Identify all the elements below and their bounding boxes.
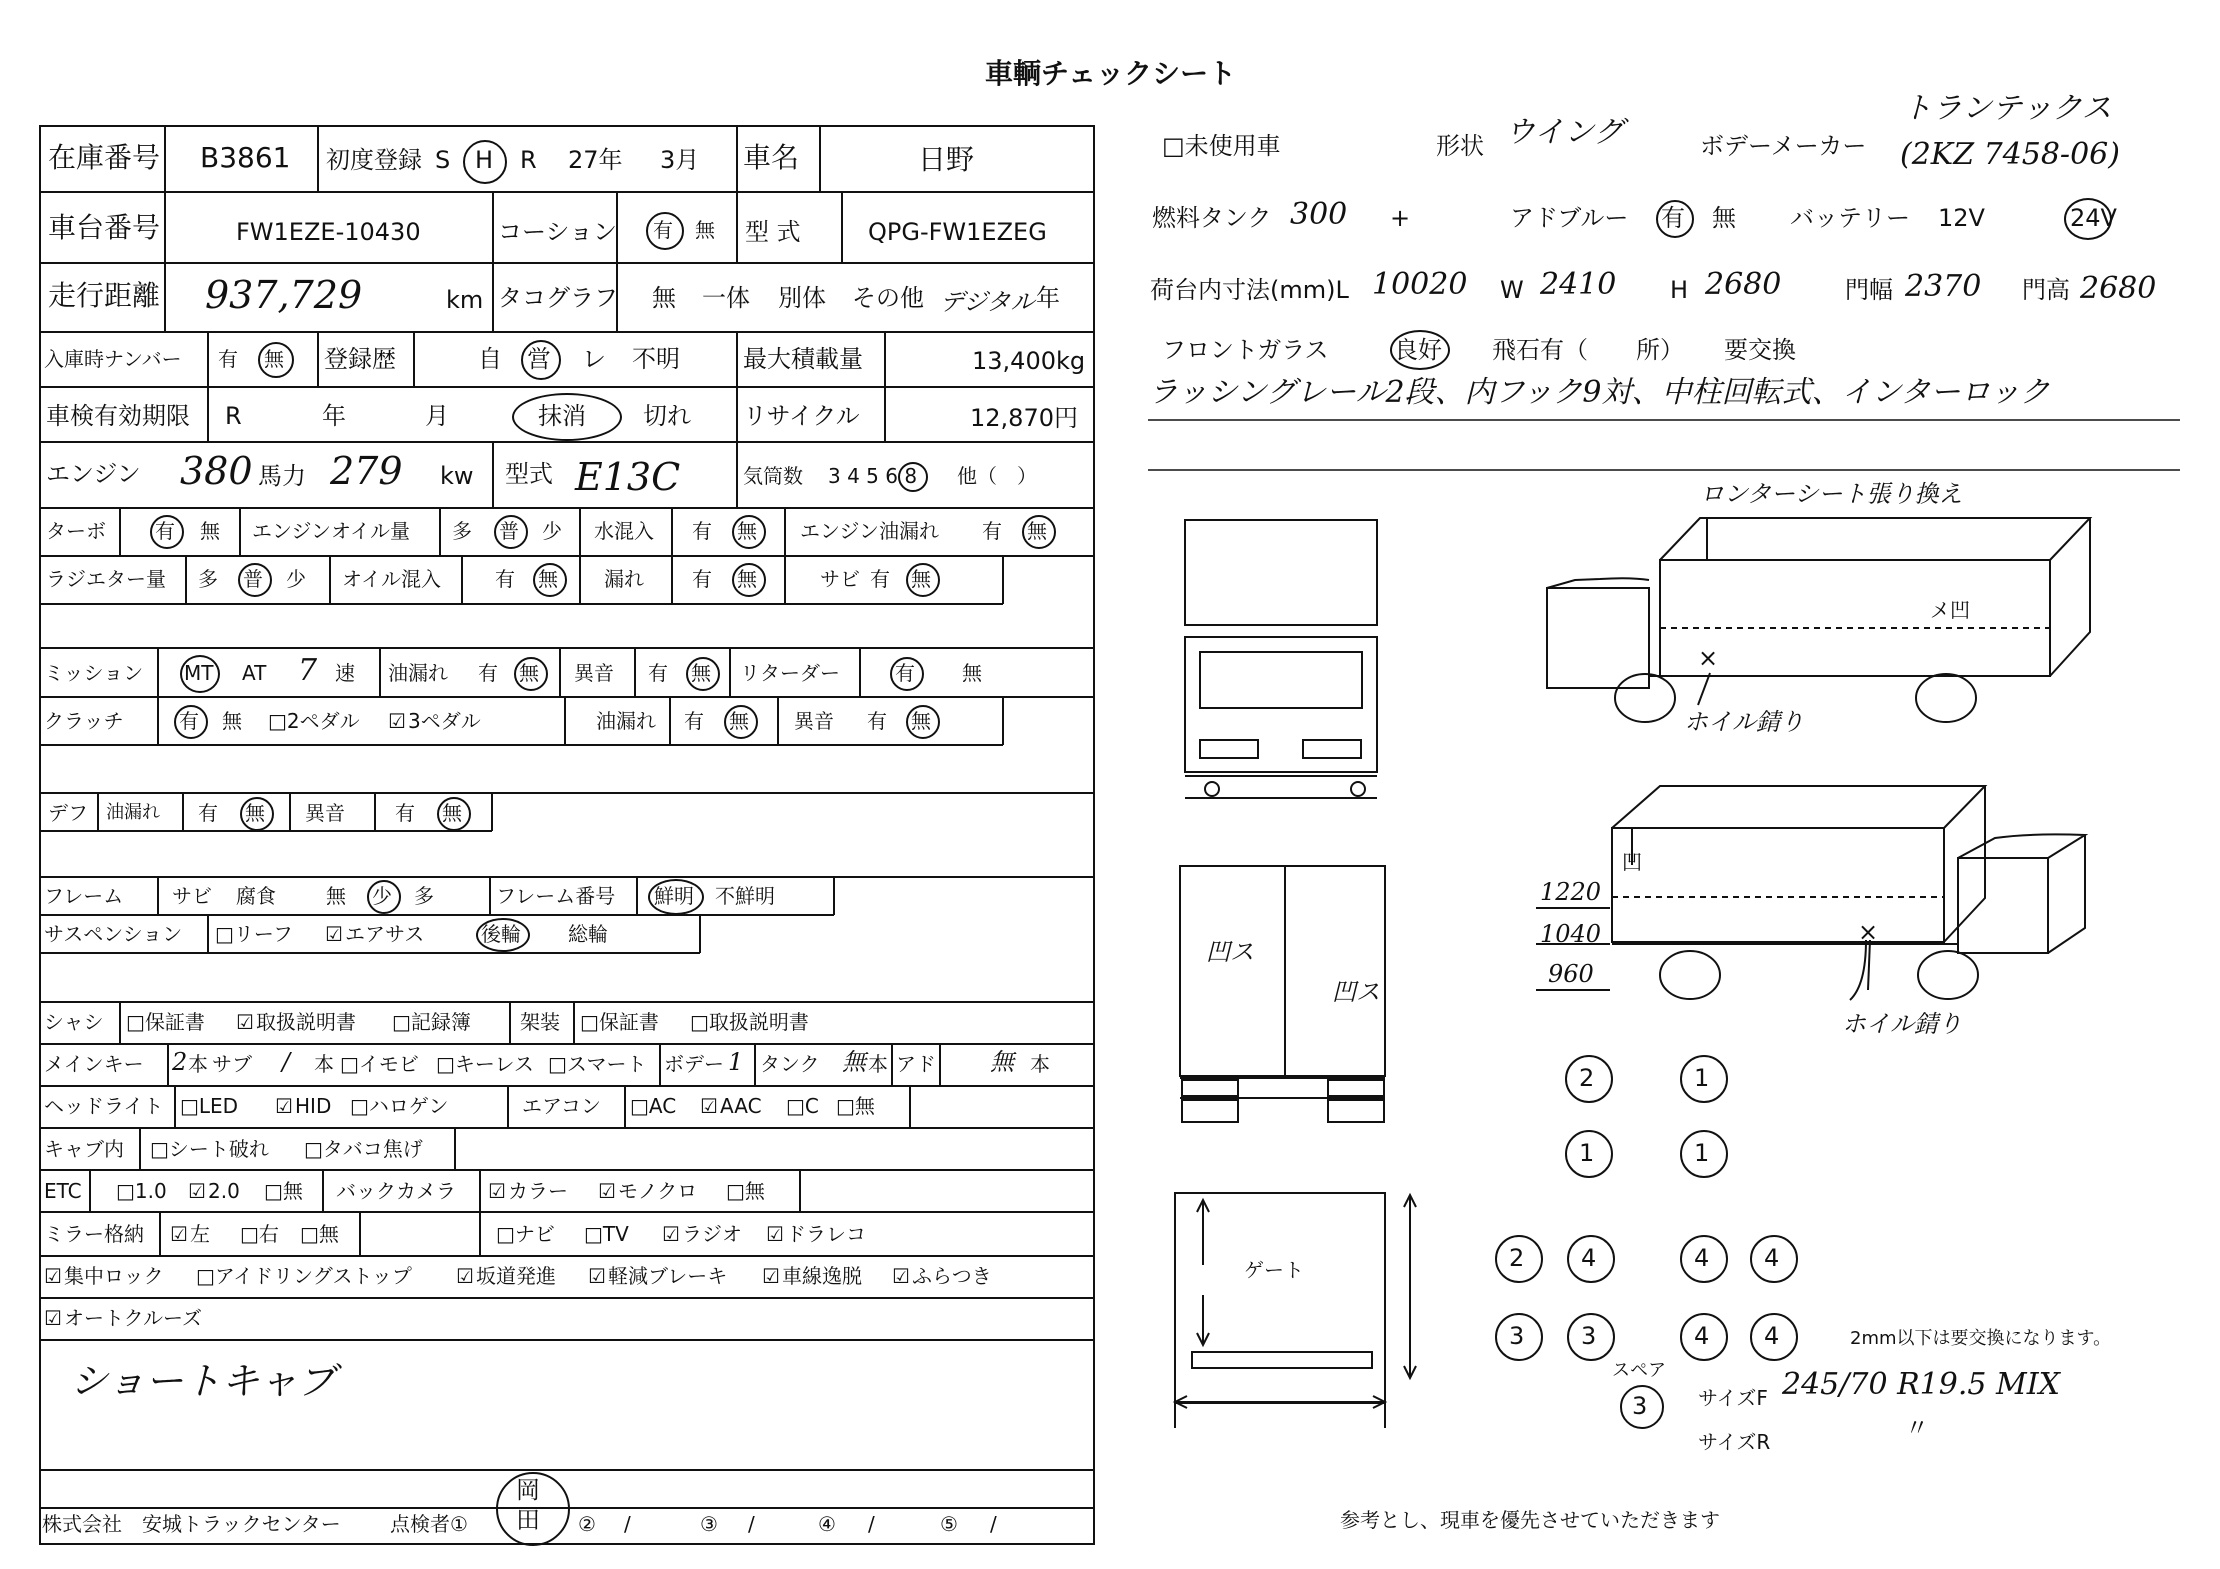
retarder-label: リターダー (740, 661, 840, 685)
engine-label: エンジン (46, 460, 141, 488)
body-warranty: □保証書 (580, 1010, 659, 1034)
water-mix-label: 水混入 (594, 519, 654, 543)
tachograph-none: 無 (652, 284, 676, 312)
headlight-label: ヘッドライト (44, 1094, 164, 1118)
engine-oil-label: エンジンオイル量 (252, 519, 410, 543)
mileage-value: 937,729 (205, 273, 363, 317)
registration-year: 27年 (568, 146, 623, 174)
frame-number-clear: 鮮明 (654, 884, 694, 908)
disclaimer: 参考とし、現車を優先させていただきます (1340, 1508, 1720, 1532)
adblue-yes: 有 (1661, 204, 1685, 232)
tire-r4c: 4 (1694, 1322, 1710, 1350)
battery-label: バッテリー (1790, 204, 1910, 232)
inspection-label: 車検有効期限 (46, 402, 190, 430)
radio-checkbox: ☑ (662, 1222, 680, 1246)
camera-color-checkbox: ☑ (488, 1179, 506, 1203)
wheel-rust-note-upper: ホイル錆り (1684, 708, 1804, 736)
water-mix-yes: 有 (692, 519, 712, 543)
car-name: 日野 (918, 143, 975, 176)
lane-departure: 車線逸脱 (782, 1264, 862, 1288)
frame-number-label: フレーム番号 (496, 884, 616, 908)
diff-oilleak-yes: 有 (198, 801, 218, 825)
clutch-2pedal: □2ペダル (268, 709, 360, 733)
clutch-no: 無 (222, 709, 242, 733)
immobilizer: □イモビ (340, 1052, 419, 1076)
mileage-label: 走行距離 (48, 279, 161, 312)
tire-size-rear: 〃 (1905, 1414, 1929, 1442)
recycle-fee: 12,870円 (970, 404, 1078, 432)
adblue-no: 無 (1712, 204, 1736, 232)
chassis-number: FW1EZE-10430 (236, 218, 421, 246)
retarder-no: 無 (962, 661, 982, 685)
clutch-noise-no: 無 (911, 709, 931, 733)
mission-speeds: 7 (298, 653, 318, 688)
engine-type: E13C (575, 455, 681, 499)
oil-mix-no: 無 (538, 567, 558, 591)
body-maker-label: ボデーメーカー (1700, 132, 1867, 160)
mirror-none: □無 (300, 1222, 339, 1246)
mission-oilleak-label: 油漏れ (388, 661, 448, 685)
clutch-noise-label: 異音 (794, 709, 834, 733)
oil-mix-yes: 有 (495, 567, 515, 591)
inspection-era: R (225, 402, 242, 430)
frame-corrosion-label: 腐食 (236, 884, 276, 908)
leak-label: 漏れ (604, 567, 644, 591)
tire-size-front-label: サイズF (1698, 1386, 1768, 1410)
tank-key-label: タンク (760, 1052, 820, 1076)
back-camera-label: バックカメラ (336, 1179, 456, 1203)
cab-interior-label: キャブ内 (44, 1137, 124, 1161)
clutch-3pedal-checkbox: ☑ (388, 709, 406, 733)
bed-height: 2680 (1705, 267, 1782, 302)
frame-rust-label: サビ (172, 884, 212, 908)
inspector-2-slash: / (624, 1512, 631, 1536)
main-key-label: メインキー (44, 1052, 144, 1076)
tire-r1a: 2 (1579, 1064, 1595, 1092)
mission-at: AT (242, 661, 267, 685)
chassis-manual: 取扱説明書 (256, 1010, 356, 1034)
auto-cruise-checkbox: ☑ (44, 1306, 62, 1330)
mission-noise-yes: 有 (648, 661, 668, 685)
clutch-oilleak-label: 油漏れ (596, 709, 656, 733)
tank-key-unit: 本 (868, 1052, 888, 1076)
dashcam: ドラレコ (786, 1222, 866, 1246)
adblue-label: アドブルー (1510, 204, 1629, 232)
mirror-left-checkbox: ☑ (170, 1222, 188, 1246)
retarder-yes: 有 (895, 661, 915, 685)
aircon-label: エアコン (522, 1094, 601, 1118)
history-label: 登録歴 (324, 345, 396, 373)
damage-mark-upper: メ凹 (1930, 598, 1970, 622)
tv: □TV (584, 1222, 629, 1246)
fuel-tank-value: 300 (1290, 197, 1348, 232)
tank-key-value: 無 (842, 1048, 866, 1076)
main-key-unit: 本 (188, 1052, 208, 1076)
suspension-rear: 後輪 (481, 922, 521, 946)
equipment-notes: ラッシングレール2段、内フック9対、中柱回転式、インターロック (1148, 375, 2050, 410)
tarp-note: ロンターシート張り換え (1700, 480, 1963, 508)
body-key-label: ボデー (664, 1052, 724, 1076)
mission-speed-label: 速 (335, 661, 355, 685)
wheel-rust-note-lower: ホイル錆り (1842, 1010, 1962, 1038)
body-maker-code: (2KZ 7458-06) (1900, 137, 2120, 172)
tobacco-burn: □タバコ焦げ (304, 1137, 423, 1161)
height-1220: 1220 (1540, 878, 1602, 906)
keyless: □キーレス (436, 1052, 534, 1076)
leak-no: 無 (737, 567, 757, 591)
navi: □ナビ (496, 1222, 555, 1246)
oil-few: 少 (542, 519, 562, 543)
oil-normal: 普 (499, 519, 519, 543)
rust-yes: 有 (870, 567, 890, 591)
diff-noise-yes: 有 (395, 801, 415, 825)
height-1040: 1040 (1540, 920, 1602, 948)
chassis-records: □記録簿 (392, 1010, 471, 1034)
tachograph-year: 年 (1036, 284, 1060, 312)
car-name-label: 車名 (743, 141, 800, 174)
mission-mt: MT (184, 661, 214, 685)
horsepower-value: 380 (180, 449, 253, 493)
mission-noise-no: 無 (691, 661, 711, 685)
clutch-noise-yes: 有 (867, 709, 887, 733)
wobble-checkbox: ☑ (892, 1264, 910, 1288)
etc-none: □無 (264, 1179, 303, 1203)
inspection-month: 月 (425, 402, 449, 430)
auto-cruise: オートクルーズ (64, 1306, 202, 1330)
ad-key-value: 無 (990, 1048, 1014, 1076)
radiator-few: 少 (286, 567, 306, 591)
central-lock: 集中ロック (64, 1264, 164, 1288)
etc-20-checkbox: ☑ (188, 1179, 206, 1203)
stock-number-label: 在庫番号 (48, 141, 161, 174)
camera-mono-checkbox: ☑ (598, 1179, 616, 1203)
suspension-label: サスペンション (44, 922, 183, 946)
bed-length: 10020 (1372, 267, 1468, 302)
aircon-c: □C (786, 1094, 819, 1118)
door-height: 2680 (2080, 271, 2157, 306)
tire-size-front: 245/70 R19.5 MIX (1782, 1367, 2060, 1402)
turbo-yes: 有 (155, 519, 175, 543)
hill-start: 坂道発進 (476, 1264, 556, 1288)
wobble: ふらつき (912, 1264, 992, 1288)
kw-value: 279 (330, 449, 403, 493)
etc-10: □1.0 (116, 1179, 167, 1203)
mission-oilleak-yes: 有 (478, 661, 498, 685)
chassis-number-label: 車台番号 (48, 211, 161, 244)
registration-month: 3月 (660, 146, 700, 174)
seat-torn: □シート破れ (150, 1137, 269, 1161)
bed-height-label: H (1670, 276, 1689, 304)
tire-r4b: 3 (1581, 1322, 1597, 1350)
lane-departure-checkbox: ☑ (762, 1264, 780, 1288)
coating-yes: 有 (653, 218, 673, 242)
cylinders-options: 3 4 5 6 8 (828, 464, 918, 488)
cylinders-6-circle (898, 462, 928, 492)
plate-yes: 有 (218, 347, 238, 371)
camera-mono: モノクロ (618, 1179, 698, 1203)
inspector-3-slash: / (748, 1512, 755, 1536)
door-width-label: 門幅 (1845, 276, 1893, 304)
chassis-warranty: □保証書 (126, 1010, 205, 1034)
first-registration-label: 初度登録 (326, 146, 422, 174)
suspension-air: エアサス (345, 922, 425, 946)
tire-r2a: 1 (1579, 1139, 1595, 1167)
tire-r3b: 4 (1581, 1244, 1597, 1272)
history-rental: レ (582, 345, 606, 373)
inspector-4: ④ (818, 1512, 836, 1536)
etc-label: ETC (44, 1179, 82, 1203)
unused-car: □未使用車 (1162, 132, 1281, 160)
chassis-docs-label: シャシ (44, 1010, 104, 1034)
inspector-3: ③ (700, 1512, 718, 1536)
cylinders-label: 気筒数 (743, 464, 803, 488)
era-reiwa: R (520, 146, 537, 174)
suspension-all: 総輪 (568, 922, 608, 946)
model-value: QPG-FW1EZEG (868, 218, 1047, 246)
camera-none: □無 (726, 1179, 765, 1203)
rear-door-left-mark: 凹ス (1206, 938, 1254, 966)
body-manual: □取扱説明書 (690, 1010, 809, 1034)
radiator-many: 多 (198, 567, 218, 591)
sub-key-unit: 本 (314, 1052, 334, 1076)
coating-no: 無 (695, 218, 715, 242)
headlight-led: □LED (180, 1094, 239, 1118)
frame-small: 少 (372, 884, 392, 908)
camera-color: カラー (508, 1179, 568, 1203)
damage-mark-lower: 凹 (1622, 850, 1642, 874)
fuel-tank-label: 燃料タンク (1152, 204, 1272, 232)
sub-key-label: サブ (212, 1052, 252, 1076)
body-maker-name: トランテックス (1902, 91, 2112, 126)
x-mark-upper: × (1698, 644, 1719, 672)
bed-dims-label: 荷台内寸法(mm)L (1150, 276, 1349, 304)
inspector-stamp-char1: 岡 (516, 1476, 540, 1504)
bed-width: 2410 (1540, 267, 1617, 302)
door-width: 2370 (1905, 269, 1982, 304)
rear-door-right-mark: 凹ス (1332, 978, 1380, 1006)
sub-key-value: / (282, 1048, 291, 1076)
tachograph-separate: 別体 (778, 284, 826, 312)
idling-stop: □アイドリングストップ (196, 1264, 412, 1288)
ad-key-label: アド (896, 1052, 936, 1076)
coating-label: コーション (498, 218, 618, 246)
era-heisei: H (475, 146, 494, 174)
brake-assist-checkbox: ☑ (588, 1264, 606, 1288)
clutch-3pedal: 3ペダル (408, 709, 481, 733)
mirror-right: □右 (240, 1222, 279, 1246)
tire-spare: 3 (1632, 1392, 1648, 1420)
diff-noise-label: 異音 (305, 801, 345, 825)
suspension-air-checkbox: ☑ (325, 922, 343, 946)
windshield-label: フロントガラス (1162, 336, 1329, 364)
radiator-label: ラジエター量 (46, 567, 166, 591)
chassis-manual-checkbox: ☑ (236, 1010, 254, 1034)
frame-many: 多 (414, 884, 434, 908)
company-name: 株式会社 安城トラックセンター (42, 1512, 341, 1536)
body-docs-label: 架装 (520, 1010, 560, 1034)
turbo-label: ターボ (46, 519, 106, 543)
height-960: 960 (1548, 960, 1594, 988)
clutch-label: クラッチ (44, 709, 124, 733)
tire-r4d: 4 (1764, 1322, 1780, 1350)
windshield-replace: 要交換 (1724, 336, 1796, 364)
shape-label: 形状 (1436, 132, 1484, 160)
remarks-text: ショートキャブ (70, 1359, 336, 1403)
body-key-value: 1 (728, 1048, 744, 1076)
tire-r3d: 4 (1764, 1244, 1780, 1272)
door-height-label: 門高 (2022, 276, 2070, 304)
plate-no: 無 (264, 347, 284, 371)
clutch-oilleak-no: 無 (729, 709, 749, 733)
engine-leak-yes: 有 (982, 519, 1002, 543)
bed-width-label: W (1500, 276, 1524, 304)
turbo-no: 無 (200, 519, 220, 543)
max-load: 13,400kg (972, 347, 1086, 375)
shape-value: ウイング (1505, 115, 1624, 150)
aircon-none: □無 (836, 1094, 875, 1118)
headlight-halogen: □ハロゲン (350, 1094, 449, 1118)
oil-mix-label: オイル混入 (342, 567, 441, 591)
windshield-good: 良好 (1394, 336, 1442, 364)
clutch-yes: 有 (179, 709, 199, 733)
smart-key: □スマート (548, 1052, 647, 1076)
headlight-hid-checkbox: ☑ (275, 1094, 293, 1118)
water-mix-no: 無 (737, 519, 757, 543)
tire-r4a: 3 (1509, 1322, 1525, 1350)
inspector-5: ⑤ (940, 1512, 958, 1536)
inspector-5-slash: / (990, 1512, 997, 1536)
inspection-expired: 切れ (643, 402, 691, 430)
inspection-year: 年 (322, 402, 346, 430)
diff-label: デフ (48, 801, 88, 825)
mission-oilleak-no: 無 (519, 661, 539, 685)
cylinders-other: 他（ ） (957, 464, 1037, 488)
kw-label: kw (440, 462, 474, 490)
aircon-ac: □AC (630, 1094, 677, 1118)
ad-key-unit: 本 (1030, 1052, 1050, 1076)
tire-r3a: 2 (1509, 1244, 1525, 1272)
tire-size-rear-label: サイズR (1698, 1430, 1771, 1454)
model-label: 型 式 (745, 218, 801, 246)
history-self: 自 (478, 345, 502, 373)
inspector-2: ② (578, 1512, 596, 1536)
battery-24v: 24V (2070, 204, 2117, 232)
mirror-label: ミラー格納 (44, 1222, 144, 1246)
mission-noise-label: 異音 (574, 661, 614, 685)
tire-r2b: 1 (1694, 1139, 1710, 1167)
spare-label: スペア (1612, 1360, 1666, 1381)
mileage-unit: km (446, 286, 484, 314)
frame-label: フレーム (44, 884, 124, 908)
clutch-oilleak-yes: 有 (684, 709, 704, 733)
inspector-4-slash: / (868, 1512, 875, 1536)
inspector-label: 点検者① (390, 1512, 468, 1536)
inspector-stamp-char2: 田 (516, 1506, 540, 1534)
central-lock-checkbox: ☑ (44, 1264, 62, 1288)
horsepower-label: 馬力 (258, 462, 306, 490)
era-showa: S (435, 146, 451, 174)
diff-oilleak-label: 油漏れ (106, 802, 160, 823)
hill-start-checkbox: ☑ (456, 1264, 474, 1288)
diff-noise-no: 無 (442, 801, 462, 825)
battery-12v: 12V (1938, 204, 1985, 232)
history-unknown: 不明 (632, 345, 680, 373)
tire-replace-note: 2mm以下は要交換になります。 (1850, 1328, 2112, 1349)
rust-label: サビ (820, 567, 860, 591)
gate-label: ゲート (1244, 1258, 1304, 1282)
recycle-label: リサイクル (743, 402, 860, 430)
dashcam-checkbox: ☑ (766, 1222, 784, 1246)
tachograph-digital: デジタル (940, 288, 1035, 316)
mission-label: ミッション (44, 661, 144, 685)
inspection-cancelled: 抹消 (538, 402, 586, 430)
tachograph-label: タコグラフ (498, 284, 618, 312)
sheet-title: 車輌チェックシート (985, 57, 1237, 90)
main-key-count: 2 (172, 1048, 188, 1076)
aircon-aac: AAC (720, 1094, 762, 1118)
stone-chip: 飛石有（ 所） (1492, 336, 1684, 364)
etc-20: 2.0 (208, 1179, 240, 1203)
max-load-label: 最大積載量 (743, 345, 863, 373)
suspension-leaf: □リーフ (215, 922, 293, 946)
tachograph-integrated: 一体 (702, 284, 750, 312)
frame-none: 無 (326, 884, 346, 908)
engine-leak-label: エンジン油漏れ (800, 519, 939, 543)
mirror-left: 左 (190, 1222, 210, 1246)
rust-no: 無 (911, 567, 931, 591)
tachograph-other: その他 (852, 284, 924, 312)
plate-label: 入庫時ナンバー (44, 347, 182, 371)
engine-leak-no: 無 (1027, 519, 1047, 543)
aircon-aac-checkbox: ☑ (700, 1094, 718, 1118)
radiator-normal: 普 (243, 567, 263, 591)
tire-r3c: 4 (1694, 1244, 1710, 1272)
radio: ラジオ (682, 1222, 742, 1246)
fuel-plus: + (1390, 204, 1411, 232)
stock-number: B3861 (200, 141, 291, 174)
engine-type-label: 型式 (505, 460, 553, 488)
x-mark-lower: × (1858, 918, 1879, 946)
brake-assist: 軽減ブレーキ (608, 1264, 728, 1288)
oil-many: 多 (452, 519, 472, 543)
headlight-hid: HID (295, 1094, 332, 1118)
diff-oilleak-no: 無 (245, 801, 265, 825)
history-commercial: 営 (527, 345, 551, 373)
leak-yes: 有 (692, 567, 712, 591)
frame-number-unclear: 不鮮明 (715, 884, 775, 908)
tire-r1b: 1 (1694, 1064, 1710, 1092)
